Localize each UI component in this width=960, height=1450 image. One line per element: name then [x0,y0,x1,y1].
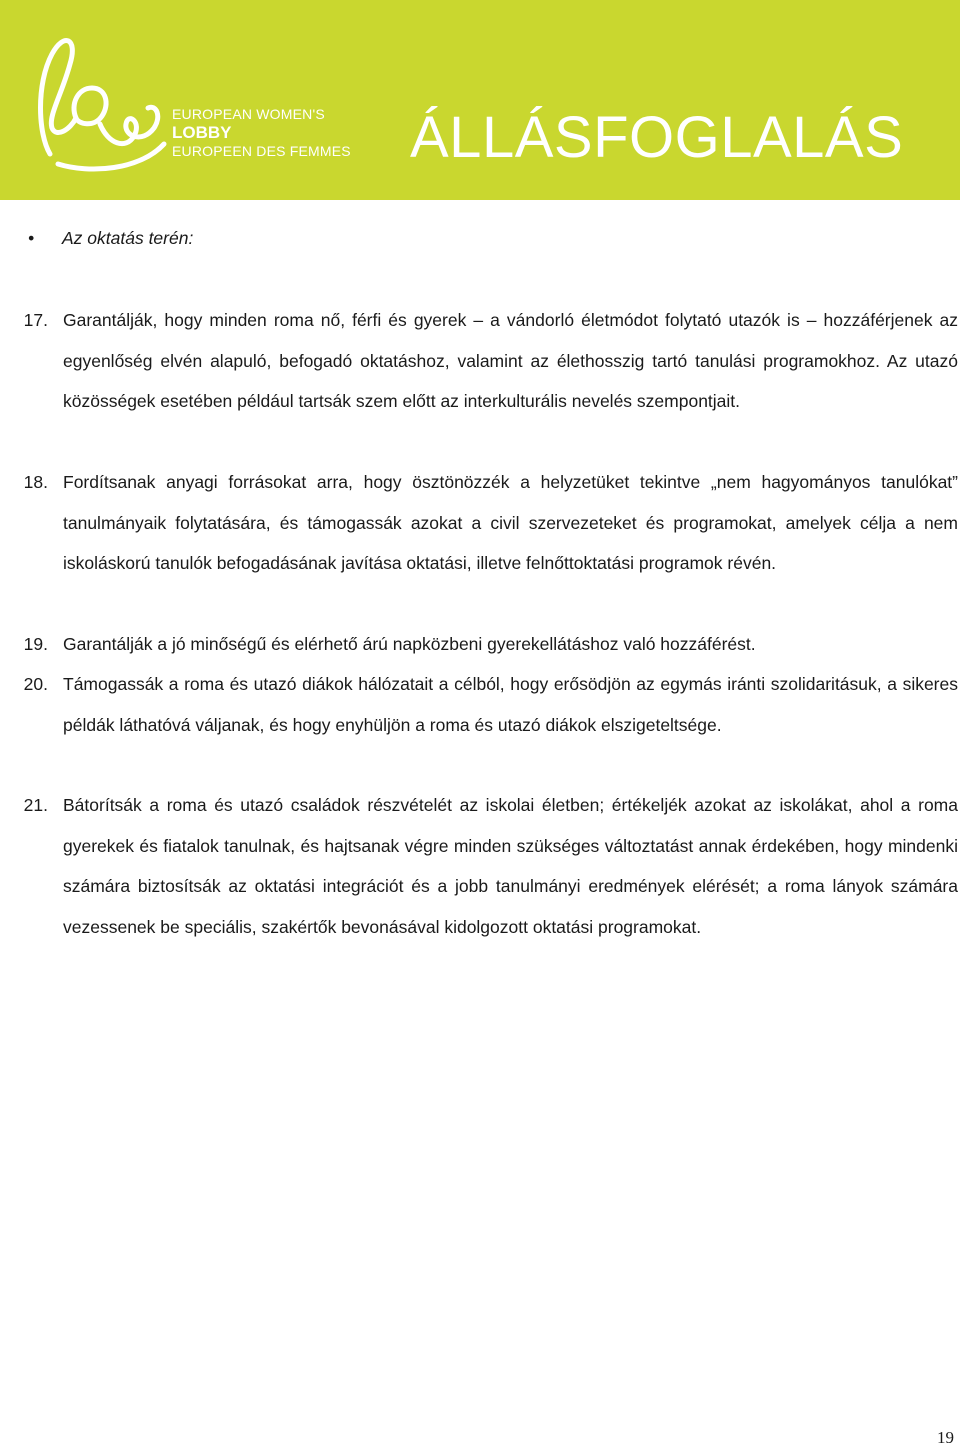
header-banner [0,0,960,200]
bullet-icon: • [28,228,35,248]
item-text: Garantálják, hogy minden roma nő, férfi és gyerek – a vándorló életmódot folytató utazók is – hozzáférjenek az egyenlőség elvén alapuló, befogadó oktatáshoz, valamint az élethosszig tartó tanulási programokhoz. Az utazó közösségek esetében például tartsák szem előtt az interkulturális nevelés szempontjait. [63,310,958,411]
item-number: 20. [23,674,48,694]
item-number: 21. [23,795,48,815]
item-text: Fordítsanak anyagi forrásokat arra, hogy ösztönözzék a helyzetüket tekintve „nem hagyományos tanulókat” tanulmányaik folytatására, és támogassák azokat a civil szervezeteket és programokat, amelyek célja a nem iskoláskorú tanulók befogadásának javítása oktatási, illetve felnőttoktatási programok révén. [63,472,958,573]
org-name-line1: EUROPEAN WOMEN'S [172,106,325,122]
item-text: Bátorítsák a roma és utazó családok részvételét az iskolai életben; értékeljék azokat az iskolákat, ahol a roma gyerekek és fiatalok tanulnak, és hajtsanak végre minden szükséges változtatást annak érdekében, hogy mindenki számára biztosítsák az oktatási integrációt és a jobb tanulmányi eredmények elérését; a roma lányok számára vezessenek be speciális, szakértők bevonásával kidolgozott oktatási programokat. [63,795,958,937]
org-name-line2: LOBBY [172,122,232,142]
list-item [8,664,958,745]
item-number: 18. [23,472,48,492]
ewl-logo-icon [30,24,170,174]
item-number: 17. [23,310,48,330]
section-heading-text: Az oktatás terén: [62,228,194,248]
page-title: ÁLLÁSFOGLALÁS [410,105,904,170]
item-text: Garantálják a jó minőségű és elérhető árú napközbeni gyerekellátáshoz való hozzáférést. [63,634,756,654]
list-item [8,462,958,584]
org-name-line3: EUROPEEN DES FEMMES [172,143,351,160]
list-item [8,300,958,422]
organization-name [172,106,351,160]
item-text: Támogassák a roma és utazó diákok hálózatait a célból, hogy erősödjön az egymás iránti szolidaritásuk, a sikeres példák láthatóvá váljanak, és hogy enyhüljön a roma és utazó diákok elszigeteltsége. [63,674,958,735]
list-item [8,624,958,665]
list-item [8,785,958,947]
page-number: 19 [937,1428,954,1447]
item-number: 19. [23,634,48,654]
